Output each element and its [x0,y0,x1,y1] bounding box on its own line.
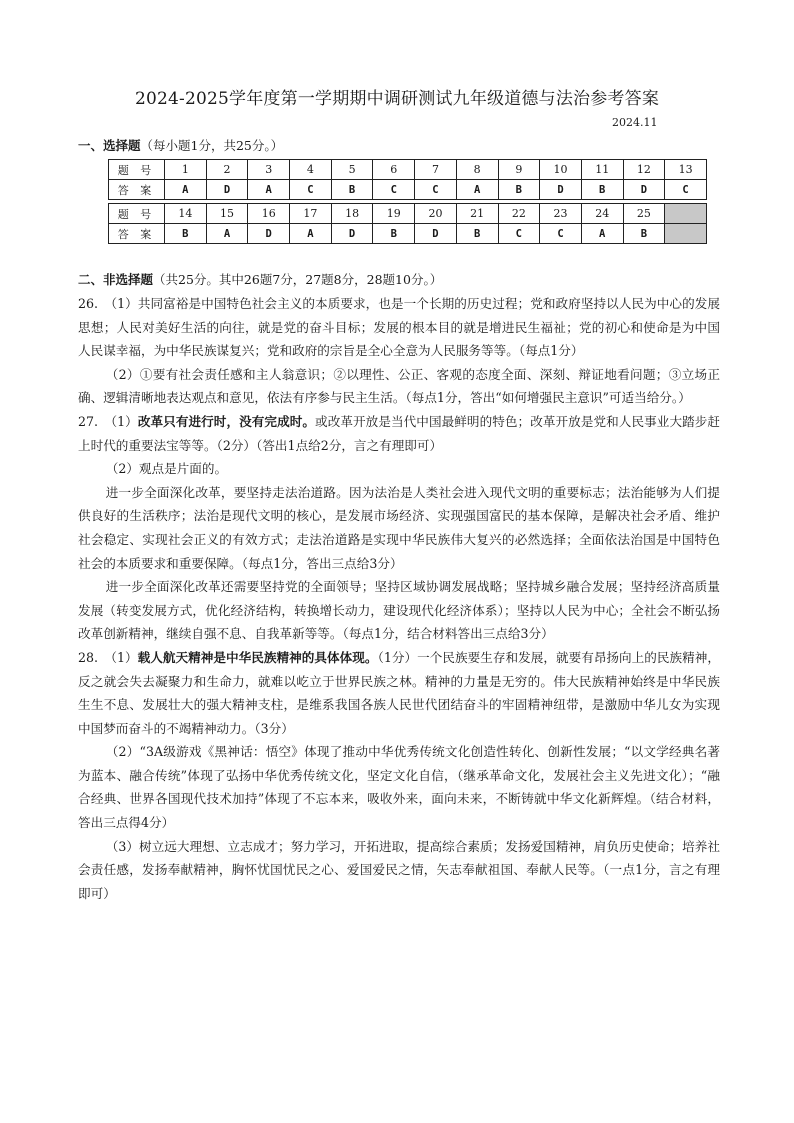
question-number-cell: 1 [165,160,207,180]
section2-heading-line [78,270,442,288]
answer-cell: C [540,224,582,244]
answer-cell: B [623,224,665,244]
section1-heading-line [78,136,283,154]
q27-part1-key-point: 改革只有进行时，没有完成时。 [137,413,316,429]
answer-cell: D [248,224,290,244]
answers-body [78,292,720,905]
answer-cell: A [165,180,207,200]
q28-part2: （2）“3A级游戏《黑神话：悟空》体现了推动中华优秀传统文化创造性转化、创新性发展；“以文学经典名著为蓝本、融合传统”体现了弘扬中华优秀传统文化，坚定文化自信，（继承革命文化，发展社会主义先进文化）；“融合经典、世界各国现代技术加持”体现了不忘本来，吸收外来，面向未来，不断铸就中华文化新辉煌。（结合材料，答出三点得4分） [78,744,720,831]
section2-note: （共25分。其中26题7分，27题8分，28题10分。） [153,272,443,287]
q27-part1-prefix: 27. （1） [78,413,138,429]
document-date: 2024.11 [612,116,658,129]
answer-cell: A [456,180,498,200]
question-number-cell: 20 [415,204,457,224]
answer-cell: D [331,224,373,244]
q26-part1: 26. （1）共同富裕是中国特色社会主义的本质要求，也是一个长期的历史过程；党和政府坚持以人民为中心的发展思想；人民对美好生活的向往，就是党的奋斗目标；发展的根本目的就是增进民生福祉；党的初心和使命是为中国人民谋幸福，为中华民族谋复兴；党和政府的宗旨是全心全意为人民服务等等。（每点1分） [78,296,720,359]
answer-cell: B [373,224,415,244]
section1-note: （每小题1分，共25分。） [140,138,284,153]
answer-cell: A [581,224,623,244]
section2-heading: 二、非选择题 [78,272,154,287]
question-number-cell: 25 [623,204,665,224]
answer-cell: B [498,180,540,200]
q28-part1-rest: （1分）一个民族要生存和发展，就要有昂扬向上的民族精神，反之就会失去凝聚力和生命力，就难以屹立于世界民族之林。精神的力量是无穷的。伟大民族精神始终是中华民族生生不息、发展壮大的强大精神支柱，是维系我国各族人民世代团结奋斗的牢固精神纽带，是激励中华儿女为实现中国梦而奋斗的不竭精神动力。（3分） [78,649,721,736]
question-number-cell: 3 [248,160,290,180]
question-number-cell: 17 [290,204,332,224]
question-number-cell: 8 [456,160,498,180]
answer-cell: C [498,224,540,244]
question-number-cell [665,204,707,224]
answer-cell: D [206,180,248,200]
question-number-cell: 19 [373,204,415,224]
row-label: 题 号 [109,204,165,224]
row-label: 答 案 [109,180,165,200]
question-row-2 [109,204,707,224]
q28-part1-prefix: 28. （1） [78,649,138,665]
question-number-cell: 16 [248,204,290,224]
question-row-1 [109,160,707,180]
answer-cell: C [665,180,707,200]
q27-part2-para2: 进一步全面深化改革还需要坚持党的全面领导；坚持区域协调发展战略；坚持城乡融合发展；坚持经济高质量发展（转变发展方式，优化经济结构，转换增长动力，建设现代化经济体系）；坚持以人民为中心；全社会不断弘扬改革创新精神，继续自强不息、自我革新等等。（每点1分，结合材料答出三点给3分） [78,579,720,642]
answer-cell: C [290,180,332,200]
answer-cell: B [456,224,498,244]
question-number-cell: 15 [206,204,248,224]
answer-cell: B [581,180,623,200]
answer-cell: C [373,180,415,200]
q27-part2-para1: 进一步全面深化改革，要坚持走法治道路。因为法治是人类社会进入现代文明的重要标志；法治能够为人们提供良好的生活秩序；法治是现代文明的核心，是发展市场经济、实现强国富民的基本保障，是解决社会矛盾、维护社会稳定、实现社会正义的有效方式；走法治道路是实现中华民族伟大复兴的必然选择；全面依法治国是中国特色社会的本质要求和重要保障。（每点1分，答出三点给3分） [78,484,720,571]
answer-row-1 [109,180,707,200]
row-label: 答 案 [109,224,165,244]
question-number-cell: 24 [581,204,623,224]
answer-cell [665,224,707,244]
answer-cell: D [415,224,457,244]
question-number-cell: 4 [290,160,332,180]
answer-cell: B [165,224,207,244]
question-number-cell: 9 [498,160,540,180]
answer-cell: D [623,180,665,200]
answer-cell: D [540,180,582,200]
answer-table [108,159,707,244]
question-number-cell: 21 [456,204,498,224]
question-number-cell: 13 [665,160,707,180]
question-number-cell: 12 [623,160,665,180]
page-title: 2024-2025学年度第一学期期中调研测试九年级道德与法治参考答案 [134,89,660,109]
question-number-cell: 23 [540,204,582,224]
q28-part1-key-point: 载人航天精神是中华民族精神的具体体现。 [137,649,378,665]
row-label: 题 号 [109,160,165,180]
q26-part2: （2）①要有社会责任感和主人翁意识；②以理性、公正、客观的态度全面、深刻、辩证地看问题；③立场正确、逻辑清晰地表达观点和意见，依法有序参与民主生活。（每点1分，答出“如何增强民主意识”可适当给分。） [78,366,720,406]
q28-part1 [78,646,720,740]
question-number-cell: 7 [415,160,457,180]
q27-part2: （2）观点是片面的。 [105,461,228,477]
question-number-cell: 2 [206,160,248,180]
question-number-cell: 22 [498,204,540,224]
answer-cell: B [331,180,373,200]
q27-part1 [78,410,720,457]
question-number-cell: 10 [540,160,582,180]
q27-part1-rest: 或改革开放是当代中国最鲜明的特色；改革开放是党和人民事业大踏步赶上时代的重要法宝等等。（2分）（答出1点给2分，言之有理即可） [78,413,721,453]
answer-cell: A [206,224,248,244]
question-number-cell: 14 [165,204,207,224]
answer-cell: C [415,180,457,200]
q28-part3: （3）树立远大理想、立志成才；努力学习，开拓进取，提高综合素质；发扬爱国精神，肩负历史使命；培养社会责任感，发扬奉献精神，胸怀忧国忧民之心、爱国爱民之情，矢志奉献祖国、奉献人民等。（一点1分，言之有理即可） [78,838,720,901]
question-number-cell: 6 [373,160,415,180]
answer-cell: A [290,224,332,244]
answer-row-2 [109,224,707,244]
question-number-cell: 18 [331,204,373,224]
answer-cell: A [248,180,290,200]
section1-heading: 一、选择题 [78,138,141,153]
question-number-cell: 5 [331,160,373,180]
question-number-cell: 11 [581,160,623,180]
